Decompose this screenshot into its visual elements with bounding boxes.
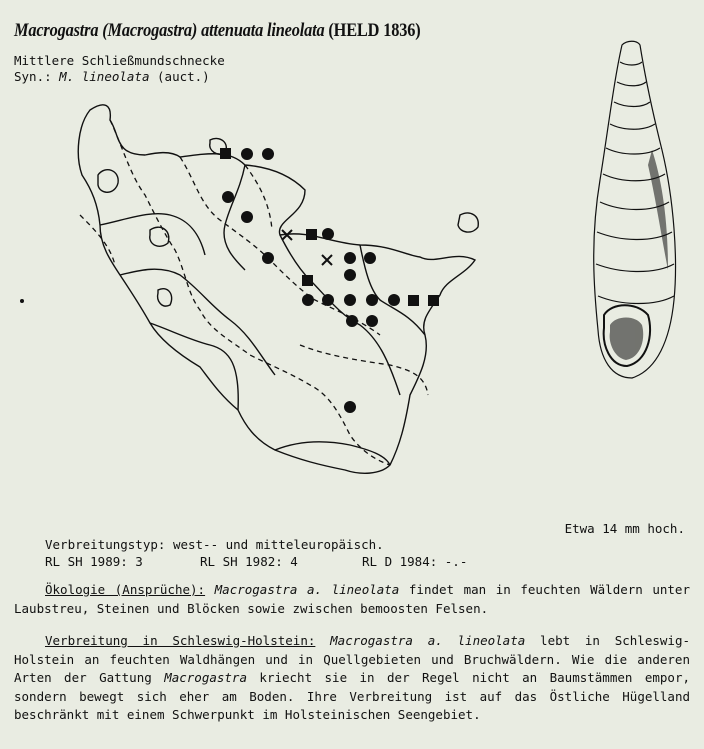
distribution-genus: Macrogastra <box>164 670 247 686</box>
distribution-heading: Verbreitung in Schleswig-Holstein: <box>45 633 316 648</box>
ecology-text: findet man in feuchten Wäldern unter Laubstreu, Steinen und Blöcken sowie zwischen bemoosten Felsen. <box>14 582 690 616</box>
ecology-heading: Ökologie (Ansprüche): <box>45 582 206 597</box>
genus-subgenus: Macrogastra (Macrogastra) <box>14 20 198 41</box>
record-circle <box>322 294 334 306</box>
ecology-paragraph <box>14 581 690 618</box>
map-river-5 <box>275 442 390 465</box>
species-title <box>14 20 420 42</box>
record-circle <box>344 401 356 413</box>
record-square <box>306 229 317 240</box>
distribution-map <box>60 95 490 495</box>
record-circle <box>302 294 314 306</box>
record-circle <box>241 211 253 223</box>
record-circle <box>366 294 378 306</box>
record-circle <box>344 294 356 306</box>
author-citation: (HELD 1836) <box>328 20 421 41</box>
record-square <box>220 148 231 159</box>
ecology-taxon: Macrogastra a. lineolata <box>214 582 400 597</box>
record-square <box>302 275 313 286</box>
map-boundary-2 <box>180 157 380 335</box>
map-river-4 <box>280 235 400 395</box>
record-cross <box>322 255 332 265</box>
record-circle <box>262 148 274 160</box>
map-boundary-4 <box>300 345 428 395</box>
synonym-name: M. lineolata <box>59 69 150 84</box>
map-outline <box>78 105 475 473</box>
type-value: west-- und mitteleuropäisch. <box>172 537 384 552</box>
map-boundary-1 <box>110 120 390 465</box>
distribution-type <box>45 537 384 552</box>
synonym-label: Syn.: <box>14 69 52 84</box>
map-lake-2 <box>150 227 169 246</box>
distribution-text-2: kriecht sie in der Regel nicht an Baumstämmen empor, sondern bewegt sich eher am Boden. Ihre Verbreitung ist auf das Östliche Hügelland beschränkt mit einem Schwerpunkt im Holsteinischen Seengebiet. <box>14 670 690 723</box>
map-river-1 <box>120 269 275 375</box>
rl-sh-1989: RL SH 1989: 3 <box>45 554 143 569</box>
record-circle <box>346 315 358 327</box>
record-circle <box>322 228 334 240</box>
size-caption: Etwa 14 mm hoch. <box>564 521 685 536</box>
rl-d-1984: RL D 1984: -.- <box>362 554 468 569</box>
distribution-paragraph <box>14 632 690 725</box>
map-lake-3 <box>158 289 172 306</box>
record-square <box>408 295 419 306</box>
common-name: Mittlere Schließmundschnecke <box>14 53 225 68</box>
shell-illustration <box>582 40 682 380</box>
record-circle <box>366 315 378 327</box>
record-circle <box>344 269 356 281</box>
record-circle <box>388 294 400 306</box>
distribution-text-1: lebt in Schleswig-Holstein an feuchten Waldhängen und in Quellgebieten und Bruchwäldern. Wie die anderen Arten der Gattung <box>14 633 690 686</box>
distribution-taxon: Macrogastra a. lineolata <box>330 633 526 648</box>
record-circle <box>241 148 253 160</box>
type-label: Verbreitungstyp: <box>45 537 166 552</box>
record-circle <box>364 252 376 264</box>
record-circle <box>262 252 274 264</box>
rl-sh-1982: RL SH 1982: 4 <box>200 554 298 569</box>
synonym-line <box>14 69 210 84</box>
map-lake-1 <box>98 170 118 193</box>
species-epithet: attenuata lineolata <box>201 20 325 41</box>
record-square <box>428 295 439 306</box>
map-river-6 <box>100 214 205 255</box>
record-circle <box>344 252 356 264</box>
map-island <box>458 213 478 232</box>
map-records <box>220 148 439 413</box>
synonym-auct: (auct.) <box>157 69 210 84</box>
stray-dot <box>20 299 24 303</box>
record-circle <box>222 191 234 203</box>
